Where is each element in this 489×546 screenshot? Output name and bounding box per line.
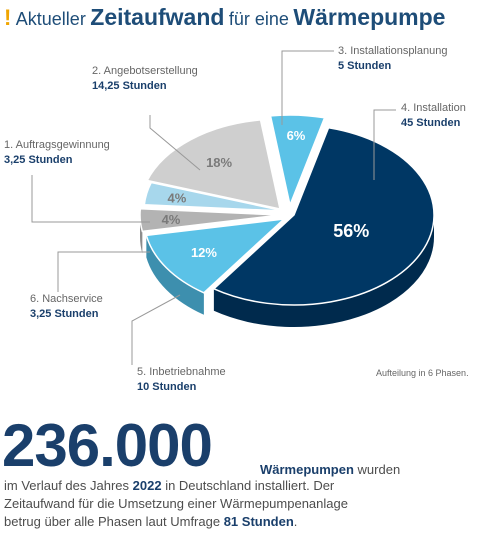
desc-l4b: . — [293, 514, 298, 529]
label-phase-3 — [338, 44, 447, 74]
desc-year: 2022 — [132, 478, 162, 493]
title-part-3: für eine — [228, 9, 289, 29]
pie-tops — [140, 115, 434, 305]
big-number: 236.000 — [2, 412, 212, 479]
leader-line-3 — [282, 51, 334, 125]
phase-5-name: 5. Inbetriebnahme — [137, 366, 226, 378]
phase-6-name: 6. Nachservice — [30, 293, 103, 305]
phase-4-name: 4. Installation — [401, 102, 466, 114]
phase-1-hours: 3,25 Stunden — [4, 154, 73, 166]
title-part-4: Wärmepumpe — [293, 4, 446, 30]
desc-hours: 81 Stunden — [223, 514, 294, 529]
desc-line-2 — [4, 478, 334, 494]
phase-2-hours: 14,25 Stunden — [92, 80, 167, 92]
desc-l4a: betrug über alle Phasen laut Umfrage — [4, 514, 221, 529]
exclamation-icon: ! — [4, 5, 12, 30]
phase-2-name: 2. Angebotserstellung — [92, 65, 198, 77]
pie-chart — [0, 30, 489, 390]
chart-note: Aufteilung in 6 Phasen. — [376, 368, 469, 378]
pie-percent-6: 4% — [161, 211, 181, 227]
phase-1-name: 1. Auftragsgewinnung — [4, 139, 110, 151]
leader-line-6 — [58, 252, 150, 292]
desc-l2b: in Deutschland installiert. Der — [165, 478, 335, 493]
leader-line-1 — [32, 175, 150, 222]
pie-percent-4: 56% — [333, 220, 370, 241]
desc-l2a: im Verlauf des Jahres — [4, 478, 130, 493]
label-phase-1 — [4, 138, 110, 168]
label-phase-5 — [137, 365, 226, 395]
phase-6-hours: 3,25 Stunden — [30, 308, 99, 320]
label-phase-2 — [92, 64, 198, 94]
title-part-1: Aktueller — [15, 9, 86, 29]
pie-percent-3: 6% — [286, 127, 306, 143]
desc-line-4 — [4, 514, 297, 530]
desc-wurden: wurden — [357, 462, 401, 477]
pie-percent-1: 4% — [167, 190, 187, 206]
label-phase-6 — [30, 292, 103, 322]
pie-percent-5: 12% — [190, 245, 217, 261]
desc-heatpumps: Wärmepumpen — [260, 462, 354, 477]
leader-line-5 — [132, 295, 180, 365]
desc-line-1 — [260, 462, 400, 478]
phase-3-name: 3. Installationsplanung — [338, 45, 448, 57]
phase-5-hours: 10 Stunden — [137, 381, 197, 393]
title-part-2: Zeitaufwand — [90, 4, 225, 30]
pie-percent-2: 18% — [206, 154, 233, 170]
phase-4-hours: 45 Stunden — [401, 117, 461, 129]
label-phase-4 — [401, 101, 466, 131]
phase-3-hours: 5 Stunden — [338, 60, 392, 72]
desc-line-3: Zeitaufwand für die Umsetzung einer Wärmepumpenanlage — [4, 496, 348, 511]
